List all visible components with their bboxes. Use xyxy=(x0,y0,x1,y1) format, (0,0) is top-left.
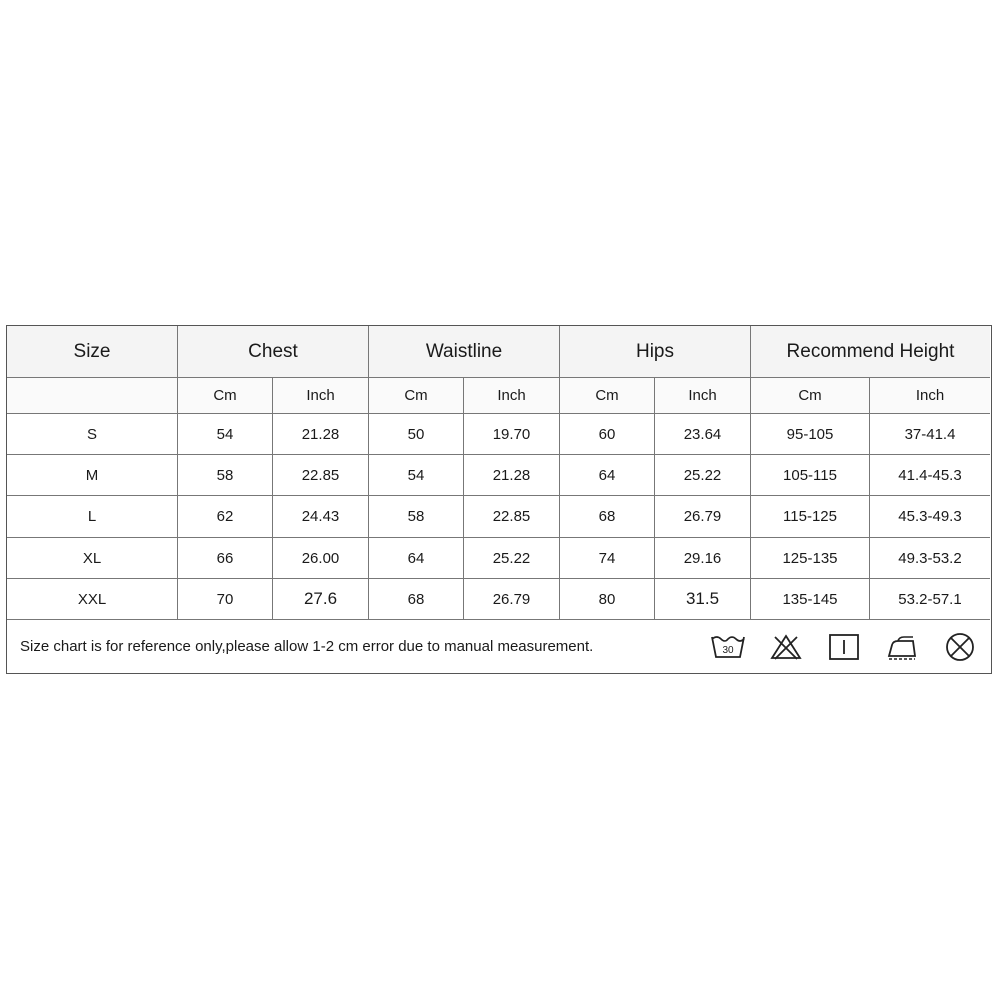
row-m-size: M xyxy=(7,455,178,496)
row-xl-hips-cm: 74 xyxy=(560,538,655,579)
unit-waist-inch: Inch xyxy=(464,378,560,414)
row-xxl-chest-cm: 70 xyxy=(178,579,273,620)
row-xxl-chest-inch: 27.6 xyxy=(273,579,369,620)
unit-blank xyxy=(7,378,178,414)
header-recommend-height: Recommend Height xyxy=(751,326,990,378)
row-l-size: L xyxy=(7,496,178,538)
row-xxl-hips-inch: 31.5 xyxy=(655,579,751,620)
row-xl-chest-inch: 26.00 xyxy=(273,538,369,579)
row-l-height-inch: 45.3-49.3 xyxy=(870,496,990,538)
row-xl-height-cm: 125-135 xyxy=(751,538,870,579)
unit-hips-inch: Inch xyxy=(655,378,751,414)
unit-hips-cm: Cm xyxy=(560,378,655,414)
unit-waist-cm: Cm xyxy=(369,378,464,414)
size-chart xyxy=(6,325,992,674)
row-m-height-cm: 105-115 xyxy=(751,455,870,496)
no-bleach-icon xyxy=(768,631,804,663)
row-m-chest-inch: 22.85 xyxy=(273,455,369,496)
row-l-chest-inch: 24.43 xyxy=(273,496,369,538)
row-s-hips-inch: 23.64 xyxy=(655,414,751,455)
tumble-dry-icon xyxy=(826,631,862,663)
unit-chest-inch: Inch xyxy=(273,378,369,414)
row-s-waist-inch: 19.70 xyxy=(464,414,560,455)
row-l-waist-inch: 22.85 xyxy=(464,496,560,538)
row-s-chest-inch: 21.28 xyxy=(273,414,369,455)
row-xl-waist-cm: 64 xyxy=(369,538,464,579)
row-xxl-waist-inch: 26.79 xyxy=(464,579,560,620)
row-xxl-waist-cm: 68 xyxy=(369,579,464,620)
row-xl-height-inch: 49.3-53.2 xyxy=(870,538,990,579)
row-xxl-size: XXL xyxy=(7,579,178,620)
row-l-height-cm: 115-125 xyxy=(751,496,870,538)
row-xl-size: XL xyxy=(7,538,178,579)
row-s-height-inch: 37-41.4 xyxy=(870,414,990,455)
row-m-waist-inch: 21.28 xyxy=(464,455,560,496)
row-s-chest-cm: 54 xyxy=(178,414,273,455)
unit-height-inch: Inch xyxy=(870,378,990,414)
row-xl-chest-cm: 66 xyxy=(178,538,273,579)
row-xl-hips-inch: 29.16 xyxy=(655,538,751,579)
row-l-waist-cm: 58 xyxy=(369,496,464,538)
header-waistline: Waistline xyxy=(369,326,560,378)
no-dry-clean-icon xyxy=(942,631,978,663)
row-m-height-inch: 41.4-45.3 xyxy=(870,455,990,496)
row-l-hips-cm: 68 xyxy=(560,496,655,538)
row-s-waist-cm: 50 xyxy=(369,414,464,455)
care-icons xyxy=(710,630,978,664)
header-chest: Chest xyxy=(178,326,369,378)
row-s-height-cm: 95-105 xyxy=(751,414,870,455)
chart-footer xyxy=(7,620,991,673)
unit-height-cm: Cm xyxy=(751,378,870,414)
row-xxl-hips-cm: 80 xyxy=(560,579,655,620)
row-m-hips-cm: 64 xyxy=(560,455,655,496)
row-l-chest-cm: 62 xyxy=(178,496,273,538)
row-l-hips-inch: 26.79 xyxy=(655,496,751,538)
row-m-chest-cm: 58 xyxy=(178,455,273,496)
header-hips: Hips xyxy=(560,326,751,378)
row-xxl-height-inch: 53.2-57.1 xyxy=(870,579,990,620)
row-m-hips-inch: 25.22 xyxy=(655,455,751,496)
unit-chest-cm: Cm xyxy=(178,378,273,414)
iron-icon xyxy=(884,631,920,663)
wash-30-icon xyxy=(710,631,746,663)
row-s-hips-cm: 60 xyxy=(560,414,655,455)
row-xl-waist-inch: 25.22 xyxy=(464,538,560,579)
row-xxl-height-cm: 135-145 xyxy=(751,579,870,620)
reference-note: Size chart is for reference only,please allow 1-2 cm error due to manual measurement. xyxy=(20,638,594,655)
row-m-waist-cm: 54 xyxy=(369,455,464,496)
row-s-size: S xyxy=(7,414,178,455)
header-size: Size xyxy=(7,326,178,378)
wash-temp-label: 30 xyxy=(722,645,734,656)
size-table xyxy=(7,326,991,620)
